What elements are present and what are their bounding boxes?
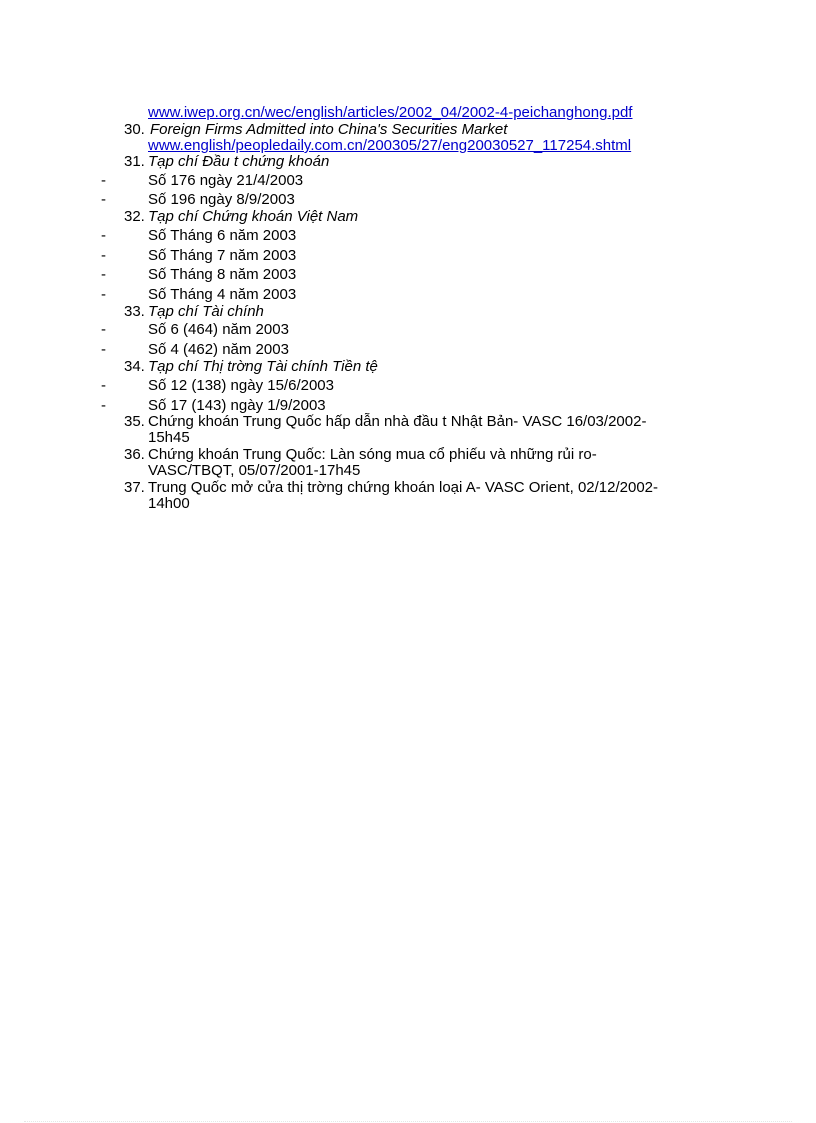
- ref-number-36: 36.: [124, 446, 145, 463]
- link-peopledaily[interactable]: www.english/peopledaily.com.cn/200305/27/eng20030527_117254.shtml: [148, 137, 632, 154]
- ref-text-37-cont: 14h00: [148, 495, 190, 512]
- ref-title-30: Foreign Firms Admitted into China's Securities Market: [150, 121, 508, 138]
- link-iwep[interactable]: www.iwep.org.cn/wec/english/articles/2002_04/2002-4-peichanghong.pdf: [148, 104, 633, 121]
- page-bottom-rule: [24, 1121, 792, 1122]
- list-dash: -: [101, 377, 106, 394]
- ref-number-35: 35.: [124, 413, 145, 430]
- list-dash: -: [101, 191, 106, 208]
- ref-title-33: Tạp chí Tài chính: [148, 303, 264, 320]
- list-item: Số 4 (462) năm 2003: [148, 341, 289, 358]
- ref-number-31: 31.: [124, 153, 145, 170]
- ref-number-32: 32.: [124, 208, 145, 225]
- ref-title-34: Tạp chí Thị trờng Tài chính Tiền tệ: [148, 358, 378, 375]
- list-dash: -: [101, 266, 106, 283]
- list-dash: -: [101, 247, 106, 264]
- list-dash: -: [101, 341, 106, 358]
- list-item: Số 6 (464) năm 2003: [148, 321, 289, 338]
- list-item: Số 196 ngày 8/9/2003: [148, 191, 295, 208]
- ref-text-35-cont: 15h45: [148, 429, 190, 446]
- ref-number-30: 30.: [124, 121, 145, 138]
- list-item: Số Tháng 8 năm 2003: [148, 266, 297, 283]
- list-item: Số Tháng 6 năm 2003: [148, 227, 297, 244]
- ref-number-37: 37.: [124, 479, 145, 496]
- list-item: Số Tháng 4 năm 2003: [148, 286, 297, 303]
- list-item: Số 12 (138) ngày 15/6/2003: [148, 377, 334, 394]
- ref-number-33: 33.: [124, 303, 145, 320]
- ref-text-36-cont: VASC/TBQT, 05/07/2001-17h45: [148, 462, 361, 479]
- list-item: Số Tháng 7 năm 2003: [148, 247, 297, 264]
- ref-text-36: Chứng khoán Trung Quốc: Làn sóng mua cổ phiếu và những rủi ro-: [148, 446, 597, 463]
- list-dash: -: [101, 321, 106, 338]
- ref-number-34: 34.: [124, 358, 145, 375]
- list-item: Số 17 (143) ngày 1/9/2003: [148, 397, 326, 414]
- ref-text-35: Chứng khoán Trung Quốc hấp dẫn nhà đầu t Nhật Bản- VASC 16/03/2002-: [148, 413, 647, 430]
- list-dash: -: [101, 397, 106, 414]
- list-dash: -: [101, 227, 106, 244]
- ref-title-31: Tạp chí Đầu t chứng khoán: [148, 153, 330, 170]
- list-item: Số 176 ngày 21/4/2003: [148, 172, 304, 189]
- list-dash: -: [101, 286, 106, 303]
- ref-text-37: Trung Quốc mở cửa thị trờng chứng khoán loại A- VASC Orient, 02/12/2002-: [148, 479, 659, 496]
- ref-title-32: Tạp chí Chứng khoán Việt Nam: [148, 208, 359, 225]
- list-dash: -: [101, 172, 106, 189]
